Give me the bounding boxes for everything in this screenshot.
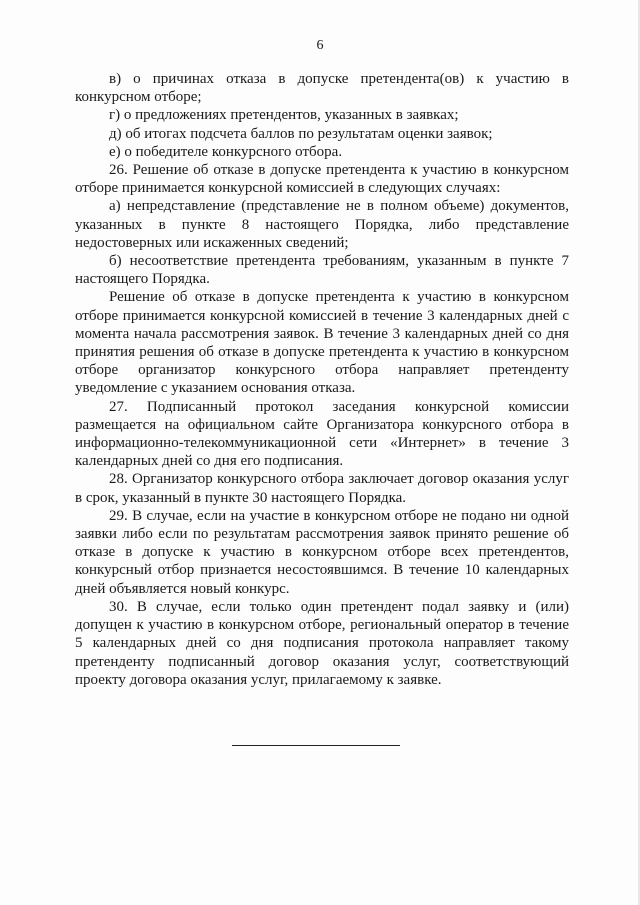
paragraph-item-v: в) о причинах отказа в допуске претендента(ов) к участию в конкурсном отборе; <box>75 71 569 106</box>
paragraph-29: 29. В случае, если на участие в конкурсном отборе не подано ни одной заявки либо если по результатам рассмотрения заявок принято решение об отказе в допуске к участию в конкурсном отборе всех претендентов, конкурсный отбор признается несостоявшимся. В течение 10 календарных дней объявляется новый конкурс. <box>75 507 569 597</box>
paragraph-26-b: б) несоответствие претендента требованиям, указанным в пункте 7 настоящего Порядка. <box>75 253 569 288</box>
paragraph-28: 28. Организатор конкурсного отбора заключает договор оказания услуг в срок, указанный в пункте 30 настоящего Порядка. <box>75 471 569 506</box>
paragraph-item-g: г) о предложениях претендентов, указанных в заявках; <box>109 107 459 124</box>
paragraph-item-e: е) о победителе конкурсного отбора. <box>109 143 343 160</box>
page-number: 6 <box>316 38 324 53</box>
document-body <box>75 70 569 689</box>
paragraph-26-a: а) непредставление (представление не в полном объеме) документов, указанных в пункте 8 настоящего Порядка, либо представление недостоверных или искаженных сведений; <box>75 198 569 251</box>
paragraph-30: 30. В случае, если только один претендент подал заявку и (или) допущен к участию в конкурсном отборе, региональный оператор в течение 5 календарных дней со дня подписания протокола направляет такому претенденту подписанный договор оказания услуг, соответствующий проекту договора оказания услуг, прилагаемому к заявке. <box>75 598 569 688</box>
paragraph-26-decision: Решение об отказе в допуске претендента к участию в конкурсном отборе принимается конкурсной комиссией в течение 3 календарных дней с момента начала рассмотрения заявок. В течение 3 календарных дней со дня принятия решения об отказе в допуске претендента к участию в конкурсном отборе организатор конкурсного отбора направляет претенденту уведомление с указанием основания отказа. <box>75 289 569 397</box>
paragraph-27: 27. Подписанный протокол заседания конкурсной комиссии размещается на официальном сайте Организатора конкурсного отбора в информационно-телекоммуникационной сети «Интернет» в течение 3 календарных дней со дня его подписания. <box>75 398 569 470</box>
end-divider-line <box>232 745 400 746</box>
paragraph-item-d: д) об итогах подсчета баллов по результатам оценки заявок; <box>109 125 493 142</box>
paragraph-26: 26. Решение об отказе в допуске претендента к участию в конкурсном отборе принимается конкурсной комиссией в следующих случаях: <box>75 162 569 197</box>
